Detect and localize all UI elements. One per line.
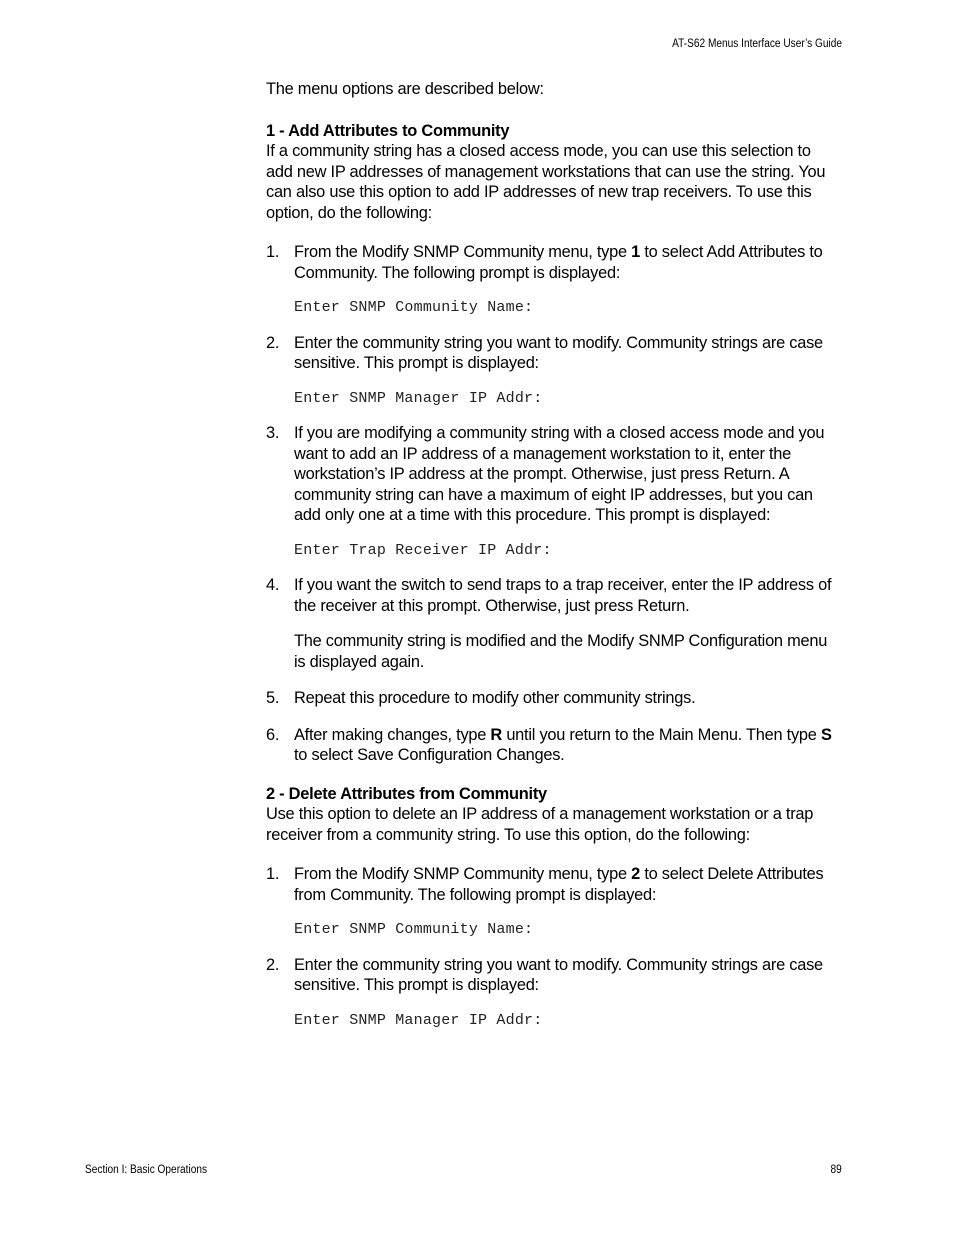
step-text-part: to select Delete Attributes from Community. The following prompt is displayed: xyxy=(294,865,824,904)
footer-section: Section I: Basic Operations xyxy=(85,1164,208,1176)
step-text-part: to select Add Attributes to Community. The following prompt is displayed: xyxy=(294,243,823,282)
page-number: 89 xyxy=(830,1164,842,1176)
step-text: Repeat this procedure to modify other community strings. xyxy=(294,689,696,707)
step-item xyxy=(266,864,832,905)
step-item xyxy=(266,575,832,616)
step-text-part: After making changes, type xyxy=(294,725,491,744)
intro-text: The menu options are described below: xyxy=(266,80,544,98)
step-number: 1. xyxy=(266,865,280,883)
prompt-code: Enter Trap Receiver IP Addr: xyxy=(294,541,552,559)
prompt-code: Enter SNMP Manager IP Addr: xyxy=(294,389,543,407)
prompt-code: Enter SNMP Manager IP Addr: xyxy=(294,1011,543,1029)
step-key: 2 xyxy=(631,865,641,883)
step-number: 1. xyxy=(266,243,280,261)
step-number: 5. xyxy=(266,689,280,707)
step-text xyxy=(294,725,832,766)
step-item xyxy=(266,333,832,374)
step-item xyxy=(266,688,832,709)
prompt-code: Enter SNMP Community Name: xyxy=(294,921,534,938)
step-number: 2. xyxy=(266,333,280,352)
step-text-part: to select Save Configuration Changes. xyxy=(294,746,565,764)
step-key: S xyxy=(820,725,832,744)
prompt-code: Enter SNMP Community Name: xyxy=(294,299,534,316)
step-text: If you are modifying a community string with a closed access mode and you want to add an IP address of a management workstation to it, enter the workstation’s IP address at the prompt. Otherwise, just press Return. A community string can have a maximum of eight IP addresses, but you can add only one at a time with this procedure. This prompt is displayed: xyxy=(294,424,825,524)
section-description-delete-attributes: Use this option to delete an IP address of a management workstation or a trap receiver from a community string. To use this option, do the following: xyxy=(266,805,814,844)
step-text: Enter the community string you want to modify. Community strings are case sensitive. This prompt is displayed: xyxy=(294,333,823,372)
step-item xyxy=(266,725,832,766)
step-text-part: until you return to the Main Menu. Then type xyxy=(502,725,821,744)
step-text xyxy=(294,864,832,905)
step-number: 3. xyxy=(266,424,280,442)
page-body xyxy=(266,79,832,1045)
step-text: If you want the switch to send traps to a trap receiver, enter the IP address of the receiver at this prompt. Otherwise, just press Return. xyxy=(294,576,832,615)
step-number: 2. xyxy=(266,955,280,974)
running-header: AT-S62 Menus Interface User’s Guide xyxy=(672,38,842,50)
step-item xyxy=(266,423,832,526)
step-key: 1 xyxy=(631,243,641,261)
section-title-delete-attributes: 2 - Delete Attributes from Community xyxy=(266,784,547,803)
section-description-add-attributes: If a community string has a closed access mode, you can use this selection to add new IP addresses of management workstations that can use the string. You can also use this option to add IP addresses of new trap receivers. To use this option, do the following: xyxy=(266,142,826,222)
step-number: 4. xyxy=(266,576,280,594)
step-text: Enter the community string you want to modify. Community strings are case sensitive. This prompt is displayed: xyxy=(294,955,823,994)
section-title-add-attributes: 1 - Add Attributes to Community xyxy=(266,121,510,140)
step-item xyxy=(266,242,832,283)
step-note: The community string is modified and the Modify SNMP Configuration menu is displayed again. xyxy=(294,632,828,671)
step-key: R xyxy=(490,725,503,744)
step-text-part: From the Modify SNMP Community menu, type xyxy=(294,865,632,883)
step-text xyxy=(294,242,832,283)
step-number: 6. xyxy=(266,725,280,744)
step-item xyxy=(266,955,832,996)
step-text-part: From the Modify SNMP Community menu, type xyxy=(294,243,632,261)
